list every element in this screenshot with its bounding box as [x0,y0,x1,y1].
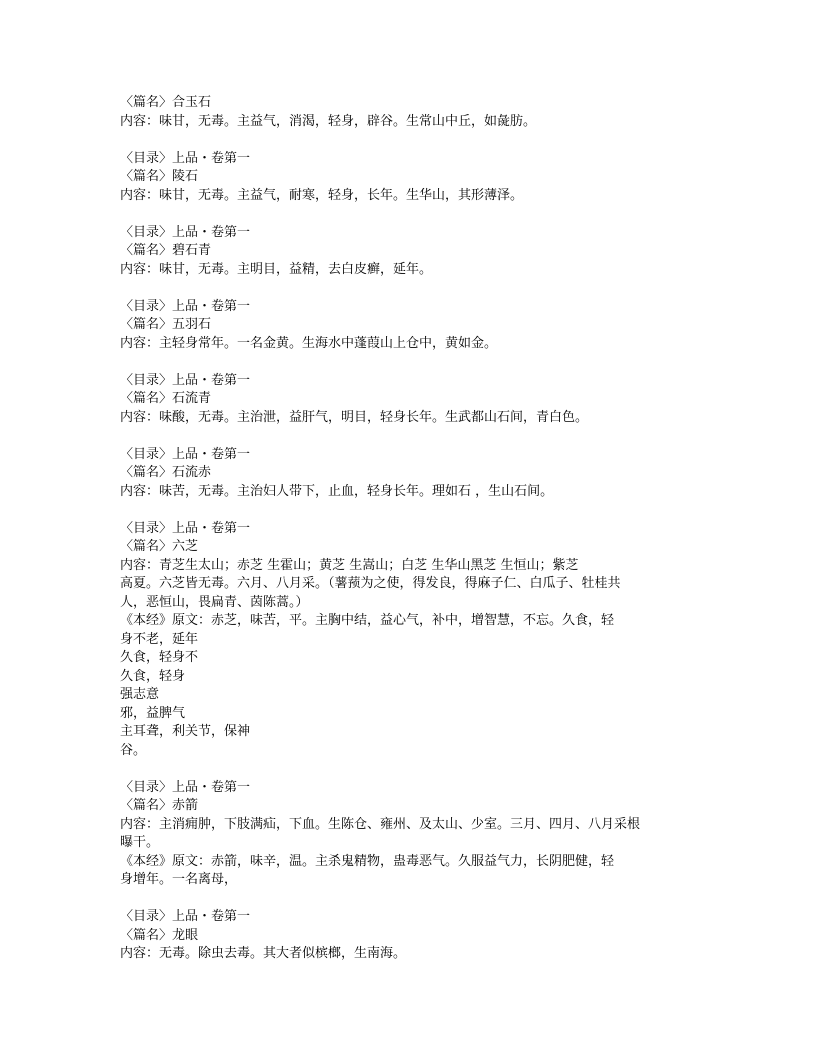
text-line: 〈篇名〉石流赤 [120,465,212,480]
text-line: 内容：味甘，无毒。主益气，消渴，轻身，辟谷。生常山中丘，如彘肪。 [120,113,537,129]
text-line: 〈目录〉上品・卷第一 [120,150,251,166]
text-line: 内容：主轻身常年。一名金黄。生海水中蓬葭山上仓中，黄如金。 [120,335,498,351]
text-line: 主耳聋，利关节，保神 [120,724,251,739]
text-line: 〈篇名〉碧石青 [120,243,212,258]
text-line: 〈篇名〉陵石 [120,169,199,184]
text-line: 〈目录〉上品・卷第一 [120,372,251,388]
text-line: 〈篇名〉六芝 [120,539,199,554]
entry-block [120,94,700,131]
text-line: 〈篇名〉赤箭 [120,798,199,813]
text-line: 〈篇名〉合玉石 [120,95,212,110]
text-line: 内容：主消痈肿，下肢满疝，下血。生陈仓、雍州、及太山、少室。三月、四月、八月采根 [120,816,641,832]
entry-block [120,446,700,502]
document-body [120,94,700,982]
entry-block [120,298,700,354]
entry-block [120,908,700,964]
text-line: 内容：味苦，无毒。主治妇人带下，止血，轻身长年。理如石 ，生山石间。 [120,483,554,499]
text-line: 内容：味酸，无毒。主治泄，益肝气，明目，轻身长年。生武都山石间，青白色。 [120,409,589,425]
text-line: 邪，益脾气 [120,705,186,721]
text-line: 高夏。六芝皆无毒。六月、八月采。（薯蓣为之使，得发良，得麻子仁、白瓜子、牡桂共 [120,576,621,591]
text-line: 〈目录〉上品・卷第一 [120,446,251,462]
text-line: 〈篇名〉五羽石 [120,317,212,332]
text-line: 《本经》原文：赤箭，味辛，温。主杀鬼精物，蛊毒恶气。久服益气力，长阴肥健，轻 [120,853,615,869]
entry-block [120,779,700,890]
entry-block [120,520,700,761]
text-line: 曝干。 [120,835,160,850]
text-line: 谷。 [120,742,147,758]
text-line: 〈篇名〉龙眼 [120,927,199,943]
text-line: 内容：味甘，无毒。主益气，耐寒，轻身，长年。生华山，其形薄泽。 [120,187,524,203]
text-line: 〈目录〉上品・卷第一 [120,224,251,240]
text-line: 〈目录〉上品・卷第一 [120,298,251,314]
entry-block [120,150,700,206]
text-line: 内容：无毒。除虫去毒。其大者似槟榔，生南海。 [120,946,407,961]
text-line: 强志意 [120,687,160,702]
text-line: 内容：味甘，无毒。主明目，益精，去白皮癣，延年。 [120,261,433,277]
text-line: 久食，轻身 [120,668,186,684]
text-line: 久食，轻身不 [120,650,199,665]
text-line: 〈篇名〉石流青 [120,391,212,406]
text-line: 〈目录〉上品・卷第一 [120,520,251,536]
entry-block [120,372,700,428]
text-line: 〈目录〉上品・卷第一 [120,779,251,795]
text-line: 人，恶恒山，畏扁青、茵陈蒿。） [120,594,309,610]
text-line: 身不老，延年 [120,631,199,647]
text-line: 《本经》原文：赤芝，味苦，平。主胸中结，益心气，补中，增智慧，不忘。久食，轻 [120,613,615,628]
text-line: 〈目录〉上品・卷第一 [120,909,251,924]
text-line: 身增年。一名离母， [120,872,238,887]
text-line: 内容：青芝生太山；赤芝 生霍山；黄芝 生嵩山；白芝 生华山黑芝 生恒山；紫芝 [120,557,579,573]
entry-block [120,224,700,280]
